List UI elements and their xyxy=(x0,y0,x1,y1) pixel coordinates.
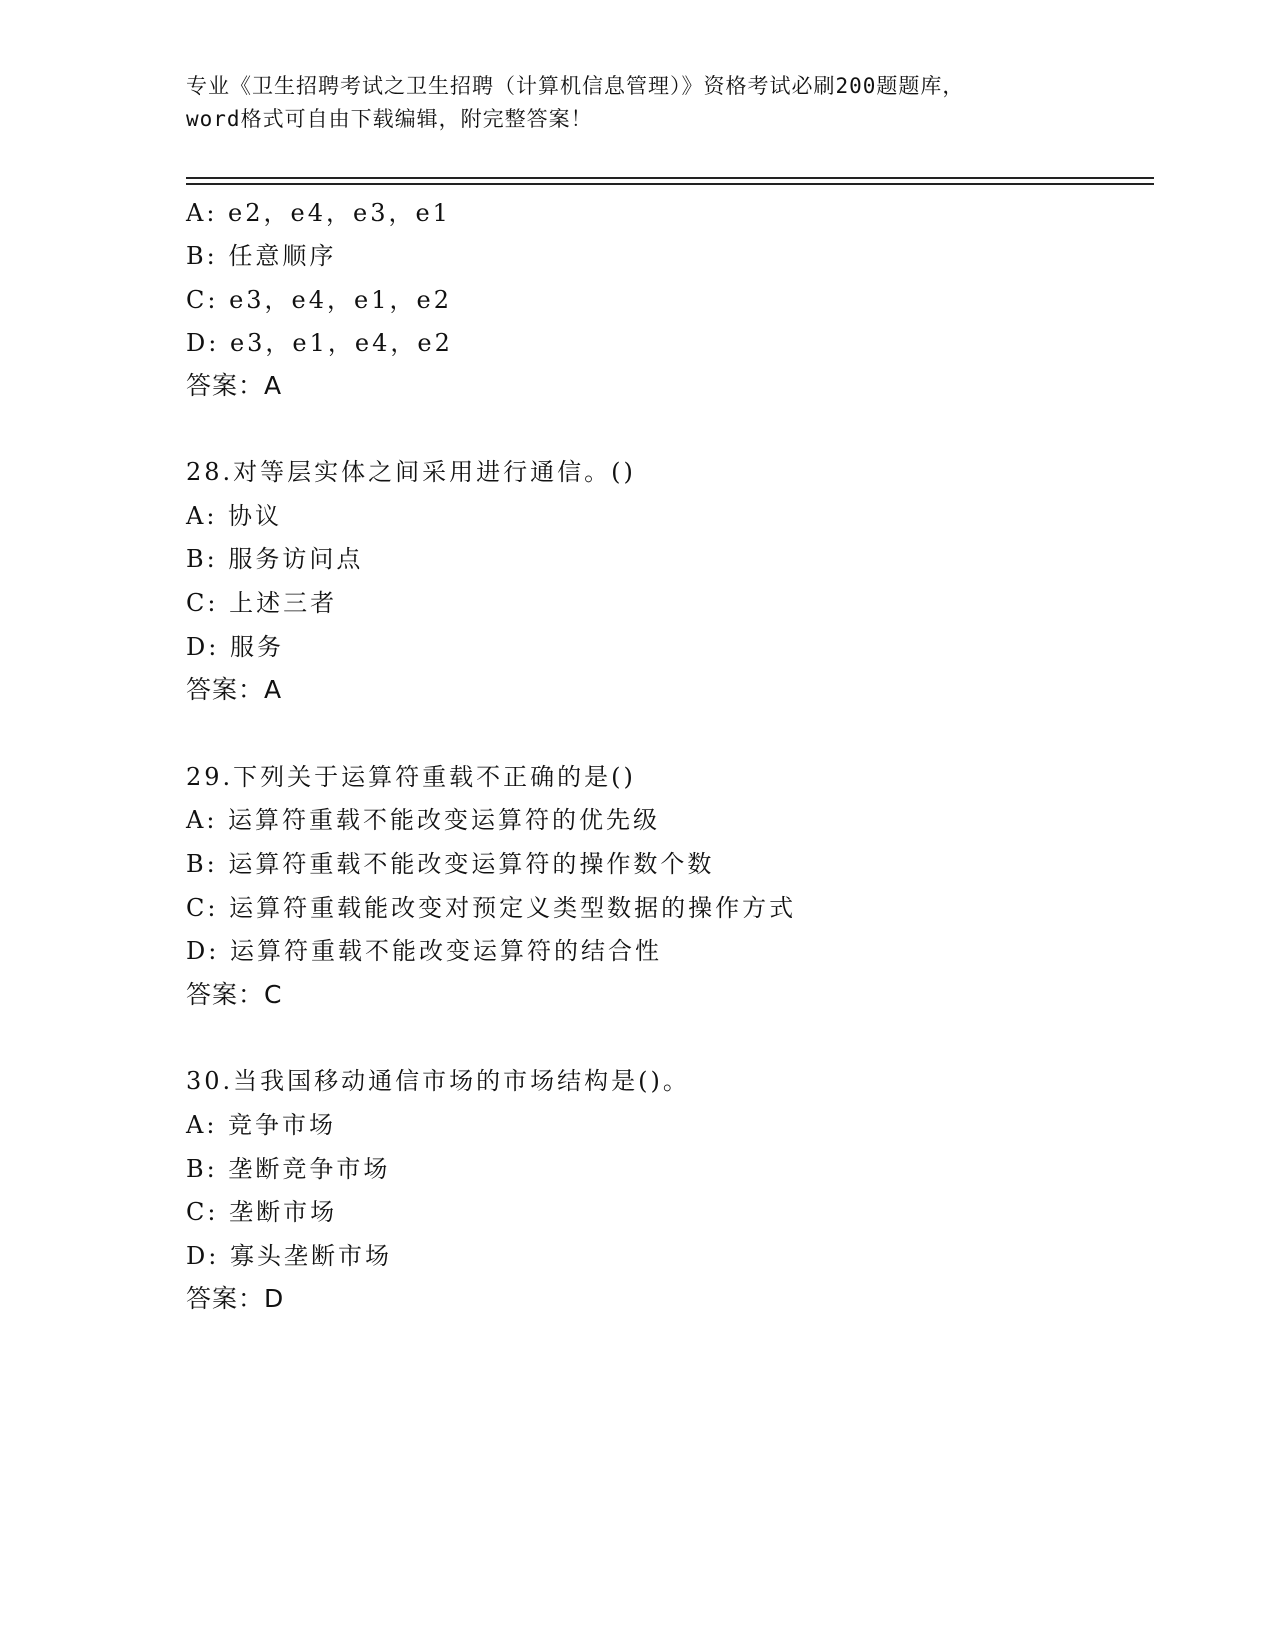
document-header xyxy=(186,70,1086,136)
option-b: B: 任意顺序 xyxy=(186,242,337,270)
option-d: D: 运算符重载不能改变运算符的结合性 xyxy=(186,937,662,965)
option-d: D: e3，e1，e4，e2 xyxy=(186,329,453,357)
option-b: B: 垄断竞争市场 xyxy=(186,1155,391,1183)
answer-line: 答案：C xyxy=(186,980,283,1009)
answer-line: 答案：A xyxy=(186,675,283,704)
option-d: D: 服务 xyxy=(186,633,284,661)
question-stem: 30.当我国移动通信市场的市场结构是()。 xyxy=(186,1067,690,1095)
header-title-line-2: word格式可自由下载编辑，附完整答案！ xyxy=(186,107,593,131)
header-divider-bottom xyxy=(186,183,1154,185)
answer-line: 答案：A xyxy=(186,371,283,400)
header-title-line-1: 专业《卫生招聘考试之卫生招聘（计算机信息管理）》资格考试必刷200题题库， xyxy=(186,74,965,98)
question-stem: 29.下列关于运算符重载不正确的是() xyxy=(186,763,636,791)
option-d: D: 寡头垄断市场 xyxy=(186,1242,392,1270)
question-stem: 28.对等层实体之间采用进行通信。() xyxy=(186,458,636,486)
option-a: A: 竞争市场 xyxy=(186,1111,337,1139)
option-b: B: 运算符重载不能改变运算符的操作数个数 xyxy=(186,850,715,878)
option-a: A: 协议 xyxy=(186,502,283,530)
option-c: C: e3，e4，e1，e2 xyxy=(186,286,452,314)
option-c: C: 垄断市场 xyxy=(186,1198,338,1226)
answer-line: 答案：D xyxy=(186,1284,285,1313)
option-b: B: 服务访问点 xyxy=(186,545,364,573)
option-a: A: e2，e4，e3，e1 xyxy=(186,199,451,227)
option-c: C: 运算符重载能改变对预定义类型数据的操作方式 xyxy=(186,894,797,922)
option-a: A: 运算符重载不能改变运算符的优先级 xyxy=(186,806,661,834)
option-c: C: 上述三者 xyxy=(186,589,338,617)
header-divider-top xyxy=(186,177,1154,179)
